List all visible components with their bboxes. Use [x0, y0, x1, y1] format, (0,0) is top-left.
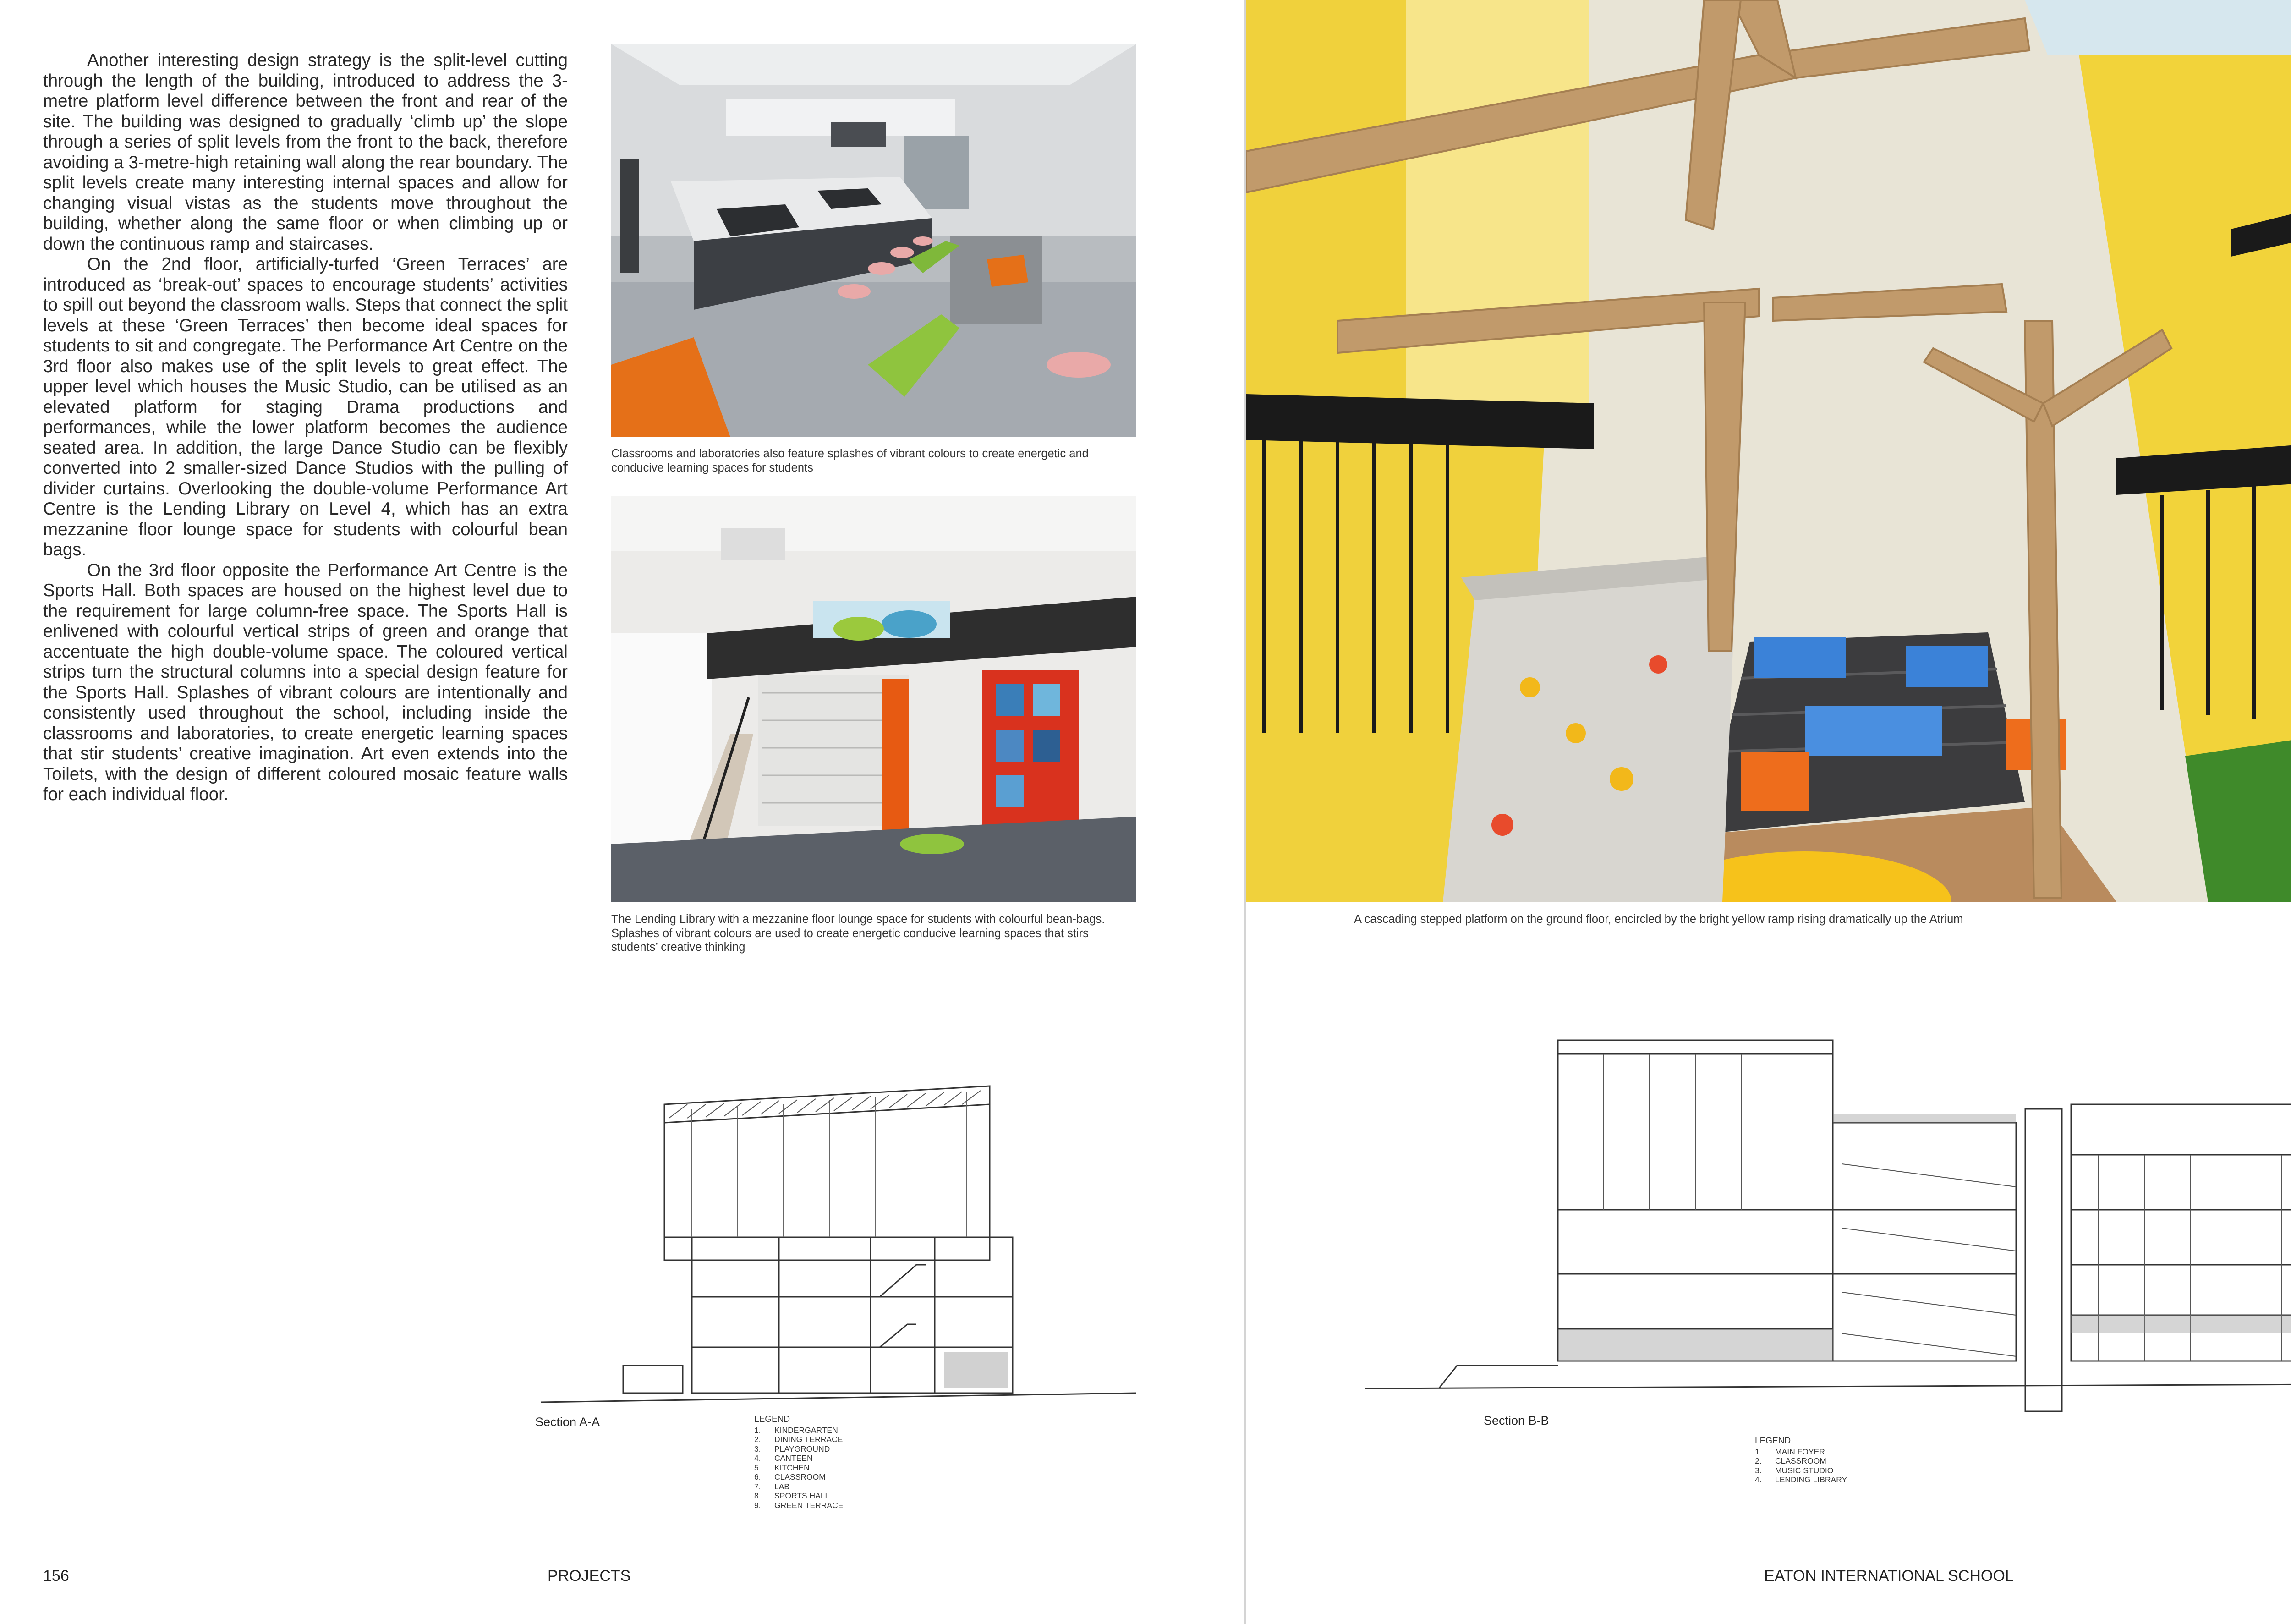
section-a-legend — [754, 1415, 873, 1510]
legend-item: 8. SPORTS HALL — [754, 1491, 830, 1500]
section-b-legend — [1755, 1437, 1883, 1485]
running-head-left: PROJECTS — [548, 1567, 631, 1585]
legend-item: 3. PLAYGROUND — [754, 1444, 830, 1454]
section-a-label: Section A-A — [535, 1415, 600, 1429]
legend-item: 4. LENDING LIBRARY — [1755, 1475, 1847, 1484]
atrium-caption: A cascading stepped platform on the ground floor, encircled by the bright yellow ramp rising dramatically up the Atrium — [1354, 913, 1963, 926]
legend-item: 7. LAB — [754, 1481, 790, 1491]
legend-item: 1. MAIN FOYER — [1755, 1447, 1825, 1456]
legend-item: 9. GREEN TERRACE — [754, 1500, 844, 1510]
atrium-photo — [1246, 0, 2291, 902]
legend-item: 1. KINDERGARTEN — [754, 1425, 838, 1435]
body-text — [43, 50, 568, 805]
legend-item: 2. CLASSROOM — [1755, 1456, 1826, 1465]
section-b-label: Section B-B — [1484, 1414, 1549, 1427]
library-photo — [611, 496, 1136, 902]
legend-item: 3. MUSIC STUDIO — [1755, 1465, 1834, 1475]
section-a-drawing — [532, 1068, 1136, 1416]
page-spine — [1244, 0, 1246, 1624]
legend-item: 2. DINING TERRACE — [754, 1435, 843, 1444]
legend-title: LEGEND — [1755, 1436, 1791, 1446]
paragraph: On the 3rd floor opposite the Performance Art Centre is the Sports Hall. Both spaces are housed on the highest level due to the requirement for large column-free space. The Sports Hall is enlivened with colourful vertical strips of green and orange that accentuate the high double-volume space. The coloured vertical strips turn the structural columns into a special design feature for the Sports Hall. Splashes of vibrant colours are intentionally and consistently used throughout the school, including inside the classrooms and laboratories, to create energetic learning spaces that stir students’ creative imagination. Art even extends into the Toilets, with the design of different coloured mosaic feature walls for each individual floor. — [43, 560, 568, 804]
lab-caption: Classrooms and laboratories also feature splashes of vibrant colours to create energetic and conducive learning spaces for students — [611, 447, 1089, 474]
legend-title: LEGEND — [754, 1415, 790, 1424]
paragraph: On the 2nd floor, artificially-turfed ‘Green Terraces’ are introduced as ‘break-out’ spaces to encourage students’ activities to spill out beyond the classroom walls. Steps that connect the split levels at these ‘Green Terraces’ then become ideal spaces for students to sit and congregate. The Performance Art Centre on the 3rd floor also makes use of the split levels to great effect. The upper level which houses the Music Studio, can be utilised as an elevated platform for staging Drama productions and performances, while the lower platform becomes the audience seated area. In addition, the large Dance Studio can be flexibly converted into 2 smaller-sized Dance Studios with the pulling of divider curtains. Overlooking the double-volume Performance Art Centre is the Lending Library on Level 4, which has an extra mezzanine floor lounge space for students with colourful bean bags. — [43, 254, 568, 560]
page-number-left: 156 — [43, 1567, 69, 1585]
library-caption: The Lending Library with a mezzanine floor lounge space for students with colourful bean-bags. Splashes of vibrant colours are used to create energetic conducive learning spaces that stirs students’ creative thinking — [611, 913, 1105, 954]
running-head-right: EATON INTERNATIONAL SCHOOL — [1764, 1567, 2014, 1585]
legend-item: 6. CLASSROOM — [754, 1472, 826, 1481]
legend-item: 5. KITCHEN — [754, 1463, 810, 1472]
lab-photo — [611, 44, 1136, 437]
paragraph: Another interesting design strategy is the split-level cutting through the length of the building, introduced to address the 3-metre platform level difference between the front and rear of the site. The building was designed to gradually ‘climb up’ the slope through a series of split levels from the front to the back, therefore avoiding a 3-metre-high retaining wall along the rear boundary. The split levels create many interesting internal spaces and allow for changing visual vistas as the students move throughout the building, whether along the same floor or when climbing up or down the continuous ramp and staircases. — [43, 50, 568, 254]
legend-item: 4. CANTEEN — [754, 1454, 813, 1463]
section-b-drawing — [1365, 1036, 2291, 1416]
